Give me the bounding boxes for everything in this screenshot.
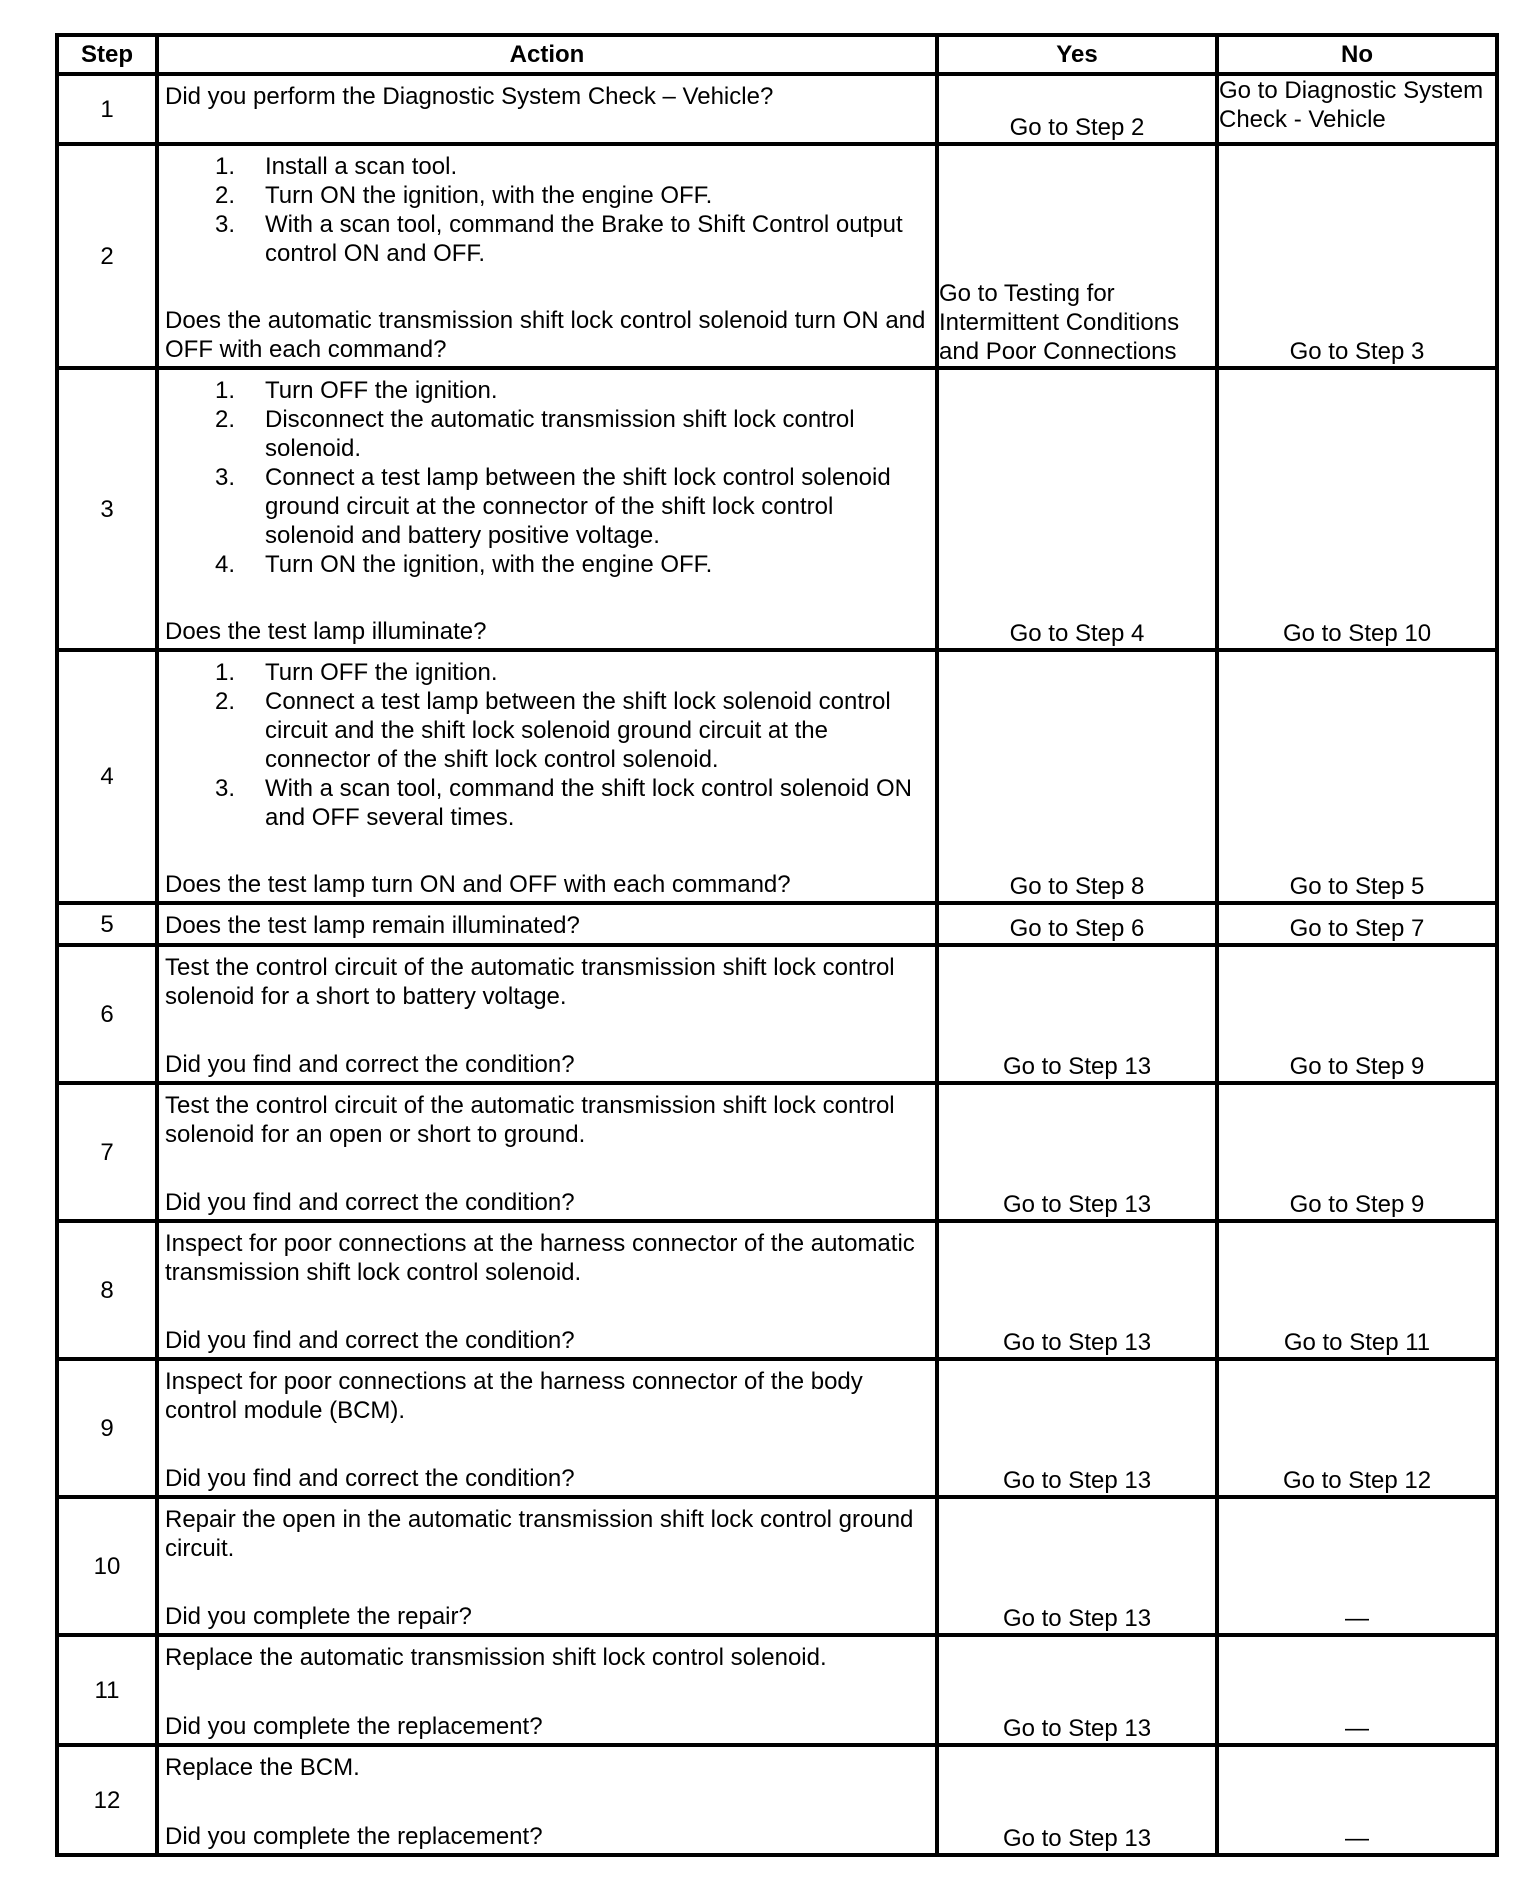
action-cell: [157, 945, 937, 1083]
action-cell: [157, 903, 937, 945]
action-cell: [157, 1635, 937, 1745]
action-step-item: 4. Turn ON the ignition, with the engine OFF.: [215, 551, 713, 578]
table-row: [57, 1359, 1497, 1497]
action-question: Did you complete the replacement?: [165, 1713, 543, 1740]
action-cell: [157, 650, 937, 903]
action-cell: [157, 74, 937, 144]
table-row: [57, 1083, 1497, 1221]
no-result: Go to Step 3: [1217, 144, 1497, 368]
table-row: [57, 945, 1497, 1083]
no-result: Go to Step 10: [1217, 368, 1497, 650]
action-question: Does the test lamp turn ON and OFF with each command?: [165, 871, 791, 898]
diagnostic-table: [55, 33, 1499, 1857]
step-number: 2: [57, 144, 157, 368]
yes-result: Go to Step 13: [937, 1083, 1217, 1221]
table-row: [57, 368, 1497, 650]
table-row: [57, 1635, 1497, 1745]
action-cell: [157, 1083, 937, 1221]
action-step-item: 1. Turn OFF the ignition.: [215, 659, 498, 686]
action-text: Test the control circuit of the automatic transmission shift lock control solenoid for an open or short to ground.: [165, 1092, 895, 1148]
action-step-item: 2. Disconnect the automatic transmission shift lock control solenoid.: [215, 406, 855, 462]
action-step-item: 3. Connect a test lamp between the shift lock control solenoid ground circuit at the connector of the shift lock control solenoid and battery positive voltage.: [215, 464, 891, 549]
action-cell: [157, 1359, 937, 1497]
action-step-item: 1. Turn OFF the ignition.: [215, 377, 498, 404]
yes-result: Go to Step 6: [937, 903, 1217, 945]
step-number: 7: [57, 1083, 157, 1221]
table-row: [57, 144, 1497, 368]
action-text: Did you perform the Diagnostic System Check – Vehicle?: [165, 83, 774, 110]
action-cell: [157, 1221, 937, 1359]
table-row: [57, 650, 1497, 903]
action-text: Does the test lamp remain illuminated?: [165, 912, 580, 939]
yes-result: Go to Testing for Intermittent Conditions and Poor Connections: [937, 144, 1217, 368]
yes-result: Go to Step 2: [937, 74, 1217, 144]
no-result: Go to Step 11: [1217, 1221, 1497, 1359]
yes-result: Go to Step 13: [937, 1635, 1217, 1745]
yes-result: Go to Step 8: [937, 650, 1217, 903]
step-number: 1: [57, 74, 157, 144]
yes-result: Go to Step 13: [937, 1221, 1217, 1359]
step-number: 10: [57, 1497, 157, 1635]
action-question: Did you find and correct the condition?: [165, 1189, 575, 1216]
no-result: Go to Step 9: [1217, 945, 1497, 1083]
action-cell: [157, 1745, 937, 1855]
action-step-item: 3. With a scan tool, command the Brake to Shift Control output control ON and OFF.: [215, 211, 903, 267]
action-cell: [157, 1497, 937, 1635]
action-question: Did you find and correct the condition?: [165, 1327, 575, 1354]
action-cell: [157, 144, 937, 368]
action-question: Does the automatic transmission shift lock control solenoid turn ON and OFF with each command?: [165, 307, 926, 363]
step-number: 6: [57, 945, 157, 1083]
no-result: —: [1217, 1497, 1497, 1635]
yes-result: Go to Step 13: [937, 1745, 1217, 1855]
step-number: 3: [57, 368, 157, 650]
header-step: Step: [57, 35, 157, 74]
step-number: 12: [57, 1745, 157, 1855]
no-result: Go to Step 9: [1217, 1083, 1497, 1221]
no-result: —: [1217, 1745, 1497, 1855]
action-text: Repair the open in the automatic transmission shift lock control ground circuit.: [165, 1506, 914, 1562]
table-row: [57, 1745, 1497, 1855]
action-text: Replace the BCM.: [165, 1754, 360, 1781]
yes-result: Go to Step 4: [937, 368, 1217, 650]
action-question: Did you find and correct the condition?: [165, 1465, 575, 1492]
yes-result: Go to Step 13: [937, 1497, 1217, 1635]
action-step-list: [165, 658, 929, 832]
action-cell: [157, 368, 937, 650]
header-action: Action: [157, 35, 937, 74]
action-text: Replace the automatic transmission shift lock control solenoid.: [165, 1644, 827, 1671]
action-step-list: [165, 376, 929, 579]
header-no: No: [1217, 35, 1497, 74]
table-row: [57, 903, 1497, 945]
no-result: —: [1217, 1635, 1497, 1745]
yes-result: Go to Step 13: [937, 1359, 1217, 1497]
header-yes: Yes: [937, 35, 1217, 74]
no-result: Go to Diagnostic System Check - Vehicle: [1217, 74, 1497, 144]
action-question: Did you find and correct the condition?: [165, 1051, 575, 1078]
no-result: Go to Step 12: [1217, 1359, 1497, 1497]
table-row: [57, 74, 1497, 144]
no-result: Go to Step 5: [1217, 650, 1497, 903]
table-row: [57, 1497, 1497, 1635]
action-text: Inspect for poor connections at the harness connector of the body control module (BCM).: [165, 1368, 863, 1424]
step-number: 11: [57, 1635, 157, 1745]
step-number: 5: [57, 903, 157, 945]
action-text: Test the control circuit of the automatic transmission shift lock control solenoid for a short to battery voltage.: [165, 954, 895, 1010]
action-step-item: 3. With a scan tool, command the shift lock control solenoid ON and OFF several times.: [215, 775, 912, 831]
step-number: 4: [57, 650, 157, 903]
no-result: Go to Step 7: [1217, 903, 1497, 945]
step-number: 9: [57, 1359, 157, 1497]
action-step-item: 2. Turn ON the ignition, with the engine OFF.: [215, 182, 713, 209]
action-question: Did you complete the replacement?: [165, 1823, 543, 1850]
action-question: Did you complete the repair?: [165, 1603, 472, 1630]
action-question: Does the test lamp illuminate?: [165, 618, 487, 645]
action-step-item: 2. Connect a test lamp between the shift lock solenoid control circuit and the shift lock solenoid ground circuit at the connector of the shift lock control solenoid.: [215, 688, 891, 773]
header-row: [57, 35, 1497, 74]
action-text: Inspect for poor connections at the harness connector of the automatic transmission shift lock control solenoid.: [165, 1230, 915, 1286]
table-row: [57, 1221, 1497, 1359]
yes-result: Go to Step 13: [937, 945, 1217, 1083]
step-number: 8: [57, 1221, 157, 1359]
action-step-list: [165, 152, 929, 268]
action-step-item: 1. Install a scan tool.: [215, 153, 458, 180]
